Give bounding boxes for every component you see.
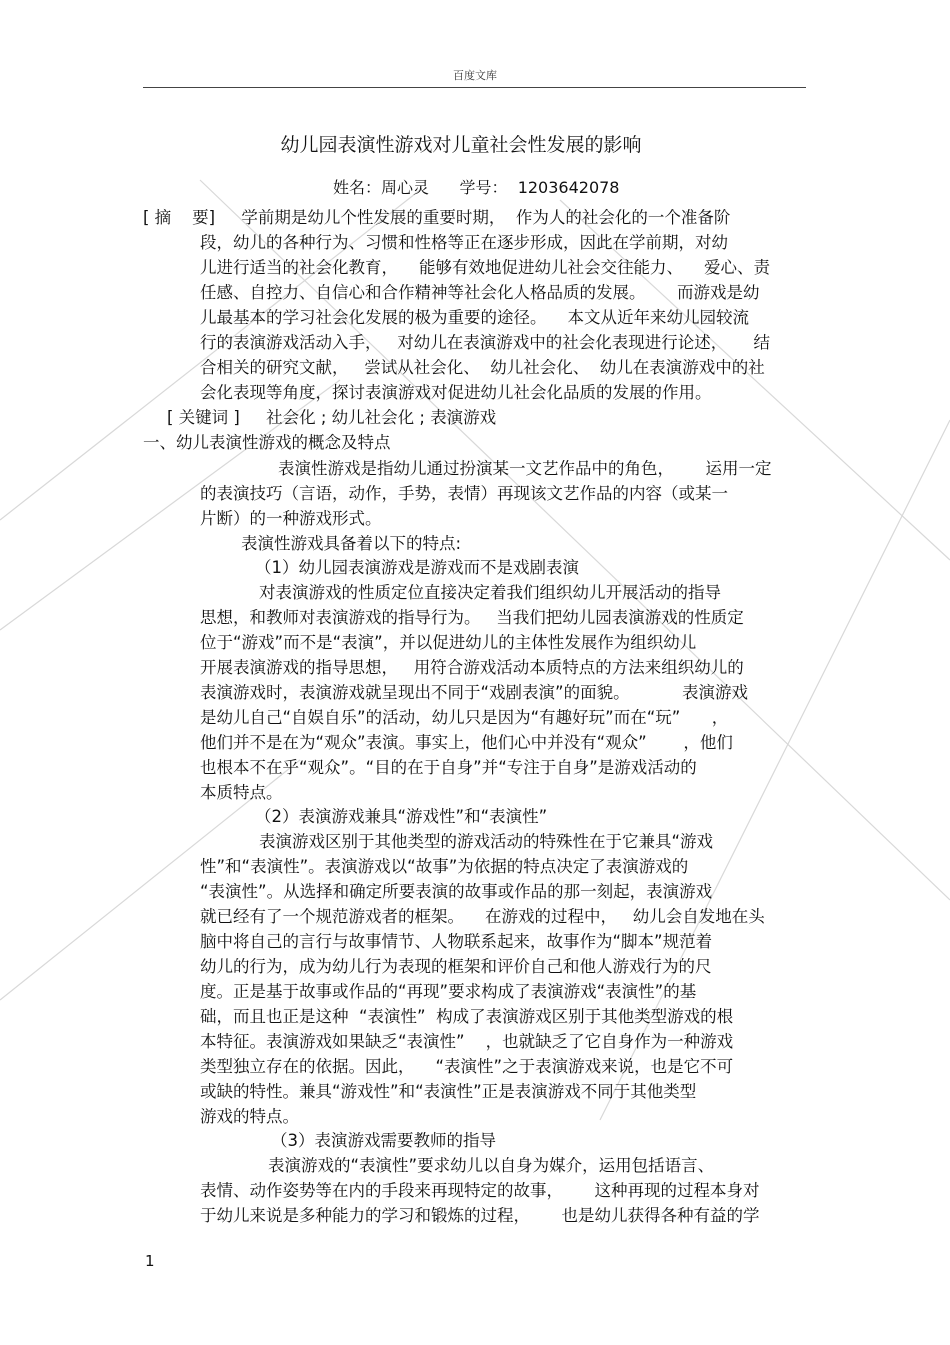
header-rule — [143, 87, 806, 88]
features-intro: 表演性游戏具备着以下的特点: — [241, 534, 462, 553]
paragraph-line: 片断）的一种游戏形式。 — [200, 509, 382, 528]
paragraph-line: 幼儿的行为，成为幼儿行为表现的框架和评价自己和他人游戏行为的尺 — [200, 957, 712, 976]
paragraph-line: 于幼儿来说是多种能力的学习和锻炼的过程， 也是幼儿获得各种有益的学 — [200, 1206, 760, 1225]
paragraph-line: 或缺的特性。兼具“游戏性”和“表演性”正是表演游戏不同于其他类型 — [200, 1082, 697, 1101]
paragraph-line: 度。正是基于故事或作品的“再现”要求构成了表演游戏“表演性”的基 — [200, 982, 697, 1001]
abstract-line: 合相关的研究文献， 尝试从社会化、 幼儿社会化、 幼儿在表演游戏中的社 — [200, 358, 765, 377]
paragraph-line: 类型独立存在的依据。因此， “表演性”之于表演游戏来说，也是它不可 — [200, 1057, 734, 1076]
keywords-line: [ 关键词 ] 社会化 ; 幼儿社会化 ; 表演游戏 — [167, 408, 497, 427]
paragraph-line: 表演游戏的“表演性”要求幼儿以自身为媒介，运用包括语言、 — [268, 1156, 715, 1175]
header-site-name: 百度文库 — [453, 69, 497, 82]
author-line: 姓名：周心灵 学号： 1203642078 — [333, 178, 620, 197]
abstract-line: 会化表现等角度，探讨表演游戏对促进幼儿社会化品质的发展的作用。 — [200, 383, 712, 402]
paragraph-line: 是幼儿自己“自娱自乐”的活动，幼儿只是因为“有趣好玩”而在“玩” ， — [200, 708, 729, 727]
page-number: 1 — [145, 1252, 155, 1270]
paragraph-line: 就已经有了一个规范游戏者的框架。 在游戏的过程中， 幼儿会自发地在头 — [200, 907, 765, 926]
paragraph-line: 表情、动作姿势等在内的手段来再现特定的故事， 这种再现的过程本身对 — [200, 1181, 760, 1200]
paragraph-line: 表演游戏区别于其他类型的游戏活动的特殊性在于它兼具“游戏 — [259, 832, 714, 851]
paragraph-line: 也根本不在乎“观众”。“目的在于自身”并“专注于自身”是游戏活动的 — [200, 758, 697, 777]
paragraph-line: 他们并不是在为“观众”表演。事实上，他们心中并没有“观众” ，他们 — [200, 733, 733, 752]
point-heading: （1）幼儿园表演游戏是游戏而不是戏剧表演 — [255, 558, 579, 577]
paragraph-line: 本质特点。 — [200, 783, 283, 802]
paragraph-line: 思想，和教师对表演游戏的指导行为。 当我们把幼儿园表演游戏的性质定 — [200, 608, 744, 627]
paragraph-line: 游戏的特点。 — [200, 1107, 299, 1126]
document-title: 幼儿园表演性游戏对儿童社会性发展的影响 — [280, 134, 642, 156]
paragraph-line: 对表演游戏的性质定位直接决定着我们组织幼儿开展活动的指导 — [259, 583, 721, 602]
paragraph-line: “表演性”。从选择和确定所要表演的故事或作品的那一刻起，表演游戏 — [200, 882, 713, 901]
abstract-line: 儿进行适当的社会化教育， 能够有效地促进幼儿社会交往能力、 爱心、责 — [200, 258, 770, 277]
section-heading: 一、幼儿表演性游戏的概念及特点 — [143, 433, 391, 452]
abstract-line: 段，幼儿的各种行为、习惯和性格等正在逐步形成，因此在学前期，对幼 — [200, 233, 728, 252]
point-heading: （2）表演游戏兼具“游戏性”和“表演性” — [255, 807, 548, 826]
paragraph-line: 本特征。表演游戏如果缺乏“表演性” ，也就缺乏了它自身作为一种游戏 — [200, 1032, 734, 1051]
point-heading: （3）表演游戏需要教师的指导 — [271, 1131, 496, 1150]
abstract-line: 儿最基本的学习社会化发展的极为重要的途径。 本文从近年来幼儿园较流 — [200, 308, 749, 327]
paragraph-line: 的表演技巧（言语，动作，手势，表情）再现该文艺作品的内容（或某一 — [200, 484, 728, 503]
paragraph-line: 位于“游戏”而不是“表演”，并以促进幼儿的主体性发展作为组织幼儿 — [200, 633, 697, 652]
paragraph-line: 表演游戏时，表演游戏就呈现出不同于“戏剧表演”的面貌。 表演游戏 — [200, 683, 749, 702]
abstract-line: 行的表演游戏活动入手， 对幼儿在表演游戏中的社会化表现进行论述， 结 — [200, 333, 770, 352]
paragraph-line: 性”和“表演性”。表演游戏以“故事”为依据的特点决定了表演游戏的 — [200, 857, 689, 876]
paragraph-line: 开展表演游戏的指导思想， 用符合游戏活动本质特点的方法来组织幼儿的 — [200, 658, 744, 677]
paragraph-line: 脑中将自己的言行与故事情节、人物联系起来，故事作为“脚本”规范着 — [200, 932, 713, 951]
abstract-line: [ 摘 要] 学前期是幼儿个性发展的重要时期， 作为人的社会化的一个准备阶 — [143, 208, 731, 227]
paragraph-line: 础，而且也正是这种 “表演性” 构成了表演游戏区别于其他类型游戏的根 — [200, 1007, 734, 1026]
abstract-line: 任感、自控力、自信心和合作精神等社会化人格品质的发展。 而游戏是幼 — [200, 283, 760, 302]
paragraph-line: 表演性游戏是指幼儿通过扮演某一文艺作品中的角色， 运用一定 — [278, 459, 772, 478]
